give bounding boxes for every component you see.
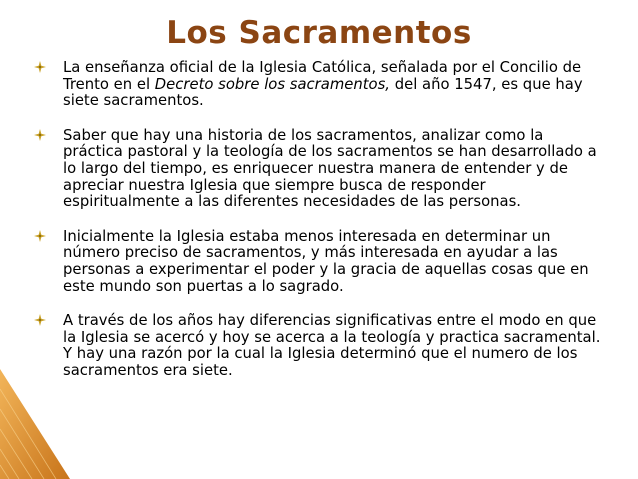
diamond-bullet-icon — [34, 230, 46, 242]
bullet-text — [63, 59, 583, 109]
list-item — [34, 313, 604, 379]
bullet-text-part: La enseñanza oficial de la Iglesia Católica, señalada por el Concilio de Trento en el — [63, 59, 582, 93]
diamond-bullet-icon — [34, 314, 46, 326]
bullet-text-emphasis: Decreto sobre los sacramentos, — [154, 75, 390, 93]
bullet-text-part: Inicialmente la Iglesia estaba menos interesada en determinar un número preciso de sacramentos, y más interesada en ayudar a las personas a experimentar el poder y la gracia de aquellas cosas que en este mundo son puertas a lo sagrado. — [63, 227, 589, 295]
corner-accent-shape — [0, 369, 70, 479]
diamond-bullet-icon — [34, 61, 46, 73]
bullet-text-part: del año 1547, es que hay siete sacramentos. — [63, 75, 583, 110]
bullet-text — [63, 127, 597, 210]
list-item — [34, 229, 604, 295]
list-item — [34, 60, 604, 110]
list-item — [34, 128, 604, 211]
bullet-text — [63, 228, 589, 295]
slide-title: Los Sacramentos — [166, 15, 472, 51]
bullet-text-part: Saber que hay una historia de los sacramentos, analizar como la práctica pastoral y la teología de los sacramentos se han desarrollado a lo largo del tiempo, es enriquecer nuestra manera de entender y de apreciar nuestra Iglesia que siempre busca de responder espiritualmente a las diferentes necesidades de las personas. — [63, 126, 597, 211]
bullet-list — [34, 60, 604, 398]
bullet-text — [63, 312, 600, 379]
bullet-text-part: A través de los años hay diferencias significativas entre el modo en que la Iglesia se acercó y hoy se acerca a la teología y practica sacramental. Y hay una razón por la cual la Iglesia determinó que el numero de los sacramentos era siete. — [63, 312, 601, 379]
diamond-bullet-icon — [34, 129, 46, 141]
